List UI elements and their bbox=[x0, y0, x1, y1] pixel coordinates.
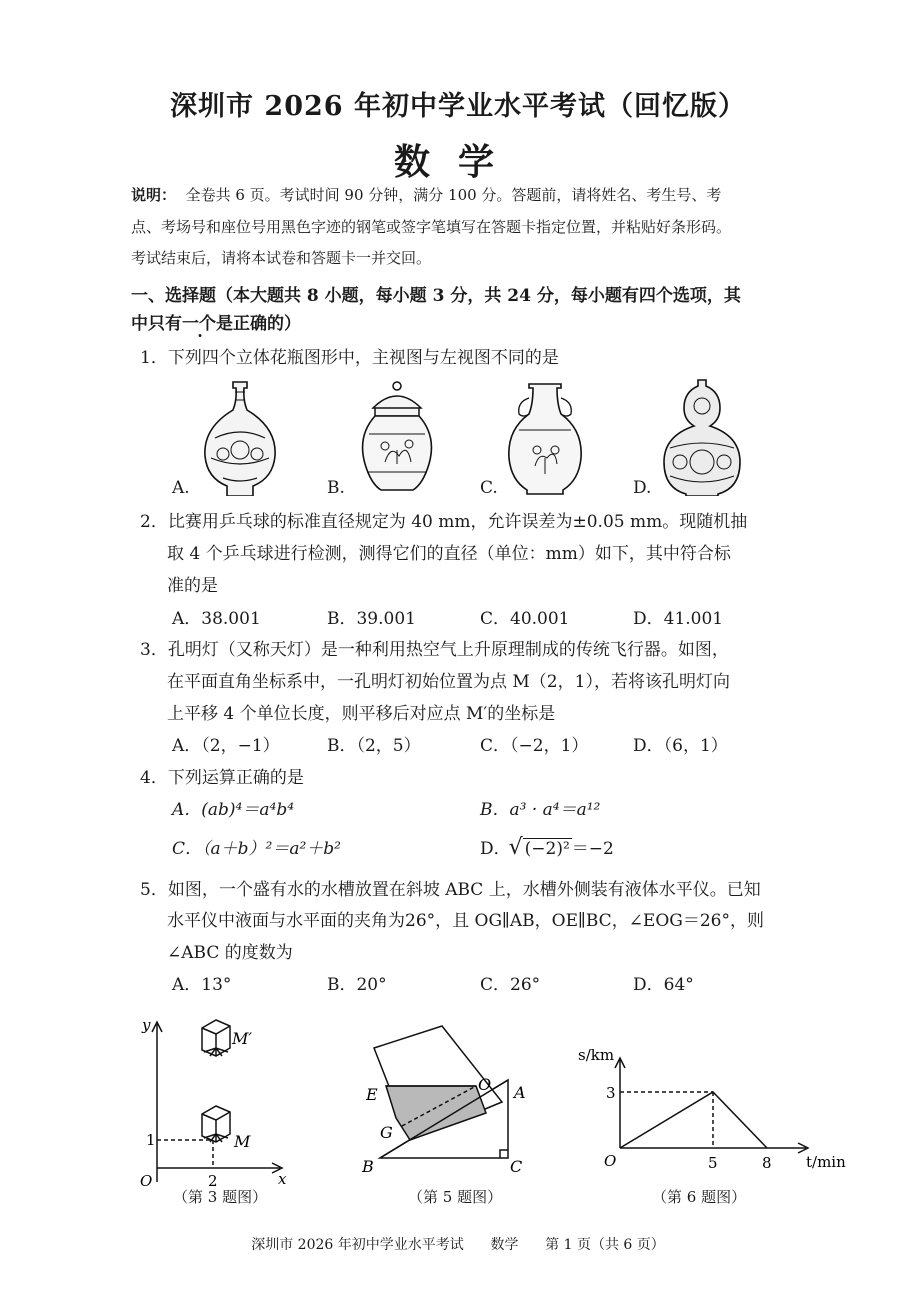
fig5-point-e: E bbox=[366, 1085, 378, 1104]
q2-line2: 取 4 个乒乓球进行检测，测得它们的直径（单位：mm）如下，其中符合标 bbox=[167, 544, 731, 564]
q4-option-d[interactable] bbox=[480, 834, 614, 859]
fig6-caption: （第 6 题图） bbox=[652, 1188, 747, 1206]
section1-line2-pre: 中只有 bbox=[131, 314, 182, 334]
q2-option-c[interactable]: C．40.001 bbox=[480, 609, 570, 629]
fig6-origin: O bbox=[604, 1152, 617, 1170]
sqrt-symbol-icon bbox=[511, 839, 572, 859]
exam-title: 深圳市 2026 年初中学业水平考试（回忆版） bbox=[170, 91, 746, 122]
vase-c-icon bbox=[505, 380, 585, 496]
q4-option-b[interactable]: B．a³ · a⁴＝a¹² bbox=[480, 800, 601, 820]
fig6-distance-line bbox=[620, 1092, 767, 1148]
fig5-point-b: B bbox=[362, 1157, 374, 1176]
fig3-x-label: x bbox=[278, 1170, 287, 1188]
q5-line3: ∠ABC 的度数为 bbox=[167, 943, 293, 963]
q5-option-c[interactable]: C．26° bbox=[480, 975, 541, 995]
q2-line3: 准的是 bbox=[167, 576, 218, 596]
figure-6 bbox=[570, 1030, 870, 1180]
q3-option-b[interactable]: B．（2，5） bbox=[327, 736, 421, 756]
q4-option-d-result: ＝−2 bbox=[571, 839, 614, 859]
fig5-point-g: G bbox=[380, 1123, 393, 1142]
q4-option-c[interactable]: C．（a＋b）²＝a²＋b² bbox=[172, 839, 341, 859]
subject-title: 数学 bbox=[393, 141, 522, 183]
q2-option-b[interactable]: B．39.001 bbox=[327, 609, 416, 629]
vase-a-icon bbox=[195, 378, 285, 496]
fig6-x-label: t/min bbox=[806, 1153, 846, 1171]
q1-stem: 1．下列四个立体花瓶图形中，主视图与左视图不同的是 bbox=[140, 348, 559, 368]
section1-line2 bbox=[131, 309, 301, 334]
section1-line2-post: 是正确的） bbox=[216, 314, 301, 334]
lantern-m-icon bbox=[202, 1106, 230, 1142]
q2-line1: 2．比赛用乒乓球的标准直径规定为 40 mm，允许误差为±0.05 mm。现随机抽 bbox=[140, 512, 748, 532]
fig5-water bbox=[386, 1086, 486, 1140]
fig3-point-m: M bbox=[234, 1132, 251, 1151]
figure-5 bbox=[360, 1018, 540, 1178]
notes-text-1: 全卷共 6 页。考试时间 90 分钟，满分 100 分。答题前，请将姓名、考生号、考 bbox=[185, 186, 722, 204]
q5-option-a[interactable]: A．13° bbox=[172, 975, 232, 995]
q3-option-d[interactable]: D．（6，1） bbox=[633, 736, 728, 756]
q2-option-d[interactable]: D．41.001 bbox=[633, 609, 724, 629]
fig3-y-label: y bbox=[142, 1016, 151, 1034]
fig3-origin: O bbox=[140, 1172, 153, 1190]
q4-stem: 4．下列运算正确的是 bbox=[140, 768, 304, 788]
q4-option-d-label: D． bbox=[480, 839, 511, 859]
q1-option-c[interactable]: C. bbox=[480, 478, 498, 498]
q3-line2: 在平面直角坐标系中，一孔明灯初始位置为点 M（2，1），若将该孔明灯向 bbox=[167, 672, 730, 692]
q4-option-d-radicand: (−2)² bbox=[524, 839, 570, 859]
q4-option-a[interactable]: A．(ab)⁴＝a⁴b⁴ bbox=[172, 800, 295, 820]
fig3-tick-2: 2 bbox=[208, 1172, 218, 1190]
notes-label: 说明： bbox=[131, 186, 177, 204]
q1-option-d[interactable]: D. bbox=[633, 478, 652, 498]
q3-line1: 3．孔明灯（又称天灯）是一种利用热空气上升原理制成的传统飞行器。如图， bbox=[140, 640, 729, 660]
q1-option-b[interactable]: B. bbox=[327, 478, 345, 498]
q1-option-a[interactable]: A. bbox=[172, 478, 190, 498]
section1-emphasis: 一个 bbox=[182, 314, 216, 334]
page-footer: 深圳市 2026 年初中学业水平考试 数学 第 1 页（共 6 页） bbox=[251, 1237, 665, 1253]
q5-option-d[interactable]: D．64° bbox=[633, 975, 694, 995]
fig6-y-label: s/km bbox=[578, 1046, 615, 1064]
fig5-point-o: O bbox=[478, 1075, 492, 1094]
fig3-tick-1: 1 bbox=[146, 1131, 156, 1149]
q2-option-a[interactable]: A．38.001 bbox=[172, 609, 261, 629]
q3-line3: 上平移 4 个单位长度，则平移后对应点 M′的坐标是 bbox=[167, 704, 556, 724]
fig5-caption: （第 5 题图） bbox=[408, 1188, 503, 1206]
lantern-mprime-icon bbox=[202, 1020, 230, 1056]
notes-line3: 考试结束后，请将本试卷和答题卡一并交回。 bbox=[131, 249, 432, 267]
notes-line1 bbox=[131, 180, 721, 210]
fig6-tick-y3: 3 bbox=[606, 1084, 616, 1102]
fig3-caption: （第 3 题图） bbox=[173, 1188, 268, 1206]
fig6-tick-x8: 8 bbox=[762, 1154, 772, 1172]
fig6-tick-x5: 5 bbox=[708, 1154, 718, 1172]
q5-line1: 5．如图，一个盛有水的水槽放置在斜坡 ABC 上，水槽外侧装有液体水平仪。已知 bbox=[140, 880, 761, 900]
q3-option-a[interactable]: A．（2，−1） bbox=[172, 736, 280, 756]
fig3-point-mprime: M′ bbox=[232, 1029, 253, 1048]
section1-line1: 一、选择题（本大题共 8 小题，每小题 3 分，共 24 分，每小题有四个选项，其 bbox=[131, 286, 741, 306]
vase-b-icon bbox=[355, 378, 439, 496]
q5-line2: 水平仪中液面与水平面的夹角为26°，且 OG∥AB，OE∥BC，∠EOG＝26°，则 bbox=[167, 911, 764, 931]
vase-d-icon bbox=[660, 378, 744, 496]
notes-line2: 点、考场号和座位号用黑色字迹的钢笔或签字笔填写在答题卡指定位置，并粘贴好条形码。 bbox=[131, 218, 732, 236]
fig5-point-c: C bbox=[510, 1157, 523, 1176]
q3-option-c[interactable]: C．（−2，1） bbox=[480, 736, 589, 756]
figure-3 bbox=[130, 1010, 310, 1210]
q5-option-b[interactable]: B．20° bbox=[327, 975, 387, 995]
fig5-point-a: A bbox=[514, 1083, 526, 1102]
fig5-right-angle-icon bbox=[500, 1150, 508, 1158]
